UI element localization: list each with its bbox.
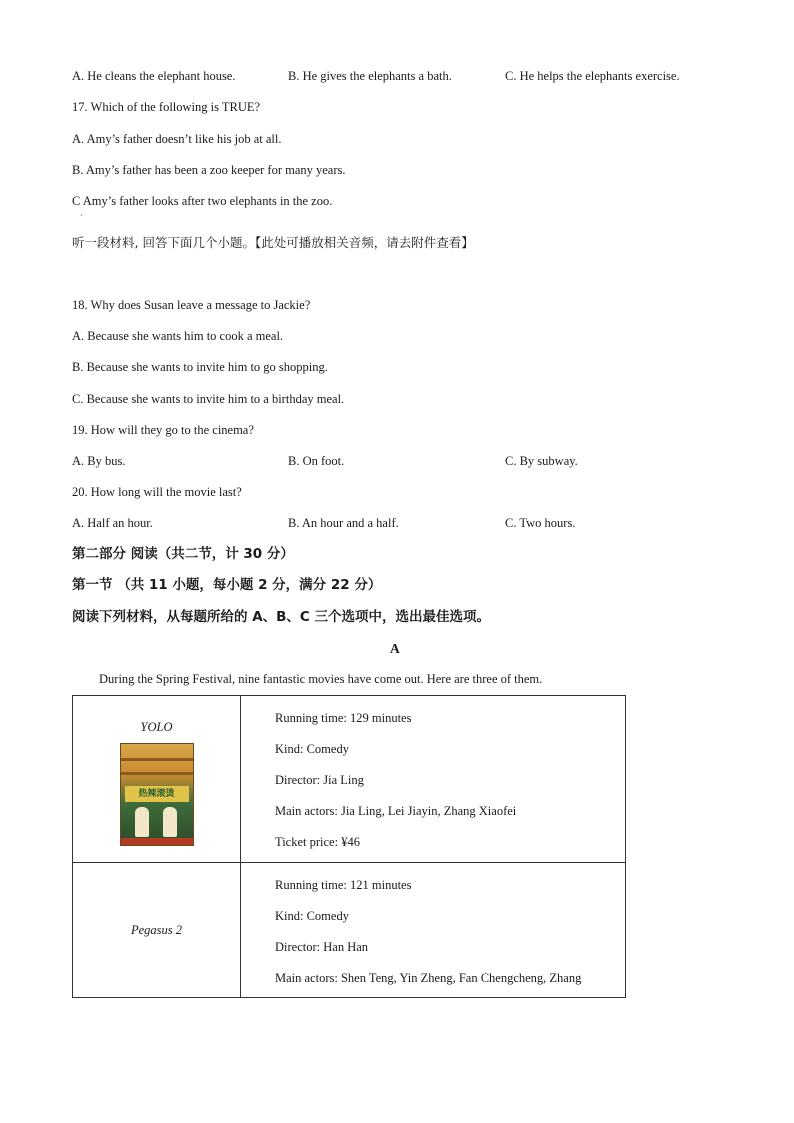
movie-kind: Kind: Comedy [275, 742, 349, 756]
q18-option-b: B. Because she wants to invite him to go shopping. [72, 360, 328, 374]
movie-actors: Main actors: Jia Ling, Lei Jiayin, Zhang Xiaofei [275, 804, 517, 818]
section1-heading: 第一节 （共 11 小题，每小题 2 分，满分 22 分） [72, 577, 382, 593]
q18-option-a: A. Because she wants him to cook a meal. [72, 329, 284, 343]
q20-option-b: B. An hour and a half. [288, 516, 399, 530]
movie-poster [120, 743, 194, 846]
q19-option-b: B. On foot. [288, 454, 345, 468]
movie-title-cell [73, 863, 241, 998]
q17-option-a: A. Amy’s father doesn’t like his job at all. [72, 132, 282, 146]
q19-question: 19. How will they go to the cinema? [72, 423, 254, 437]
movies-table [72, 695, 626, 998]
movie-kind: Kind: Comedy [275, 909, 349, 923]
movie-title-cell [73, 696, 241, 863]
movie-actors: Main actors: Shen Teng, Yin Zheng, Fan Chengcheng, Zhang [275, 971, 582, 985]
movie-director: Director: Han Han [275, 940, 369, 954]
movie-running-time: Running time: 129 minutes [275, 711, 412, 725]
q17-option-b: B. Amy’s father has been a zoo keeper for many years. [72, 163, 346, 177]
passage-label: A [390, 641, 400, 656]
q20-option-c: C. Two hours. [505, 516, 576, 530]
q20-option-a: A. Half an hour. [72, 516, 153, 530]
q19-option-a: A. By bus. [72, 454, 126, 468]
q19-option-c: C. By subway. [505, 454, 578, 468]
q17-option-c: C Amy’s father looks after two elephants in the zoo. [72, 194, 333, 208]
movie-title: Pegasus 2 [130, 922, 183, 937]
movie-title: YOLO [140, 720, 173, 734]
reading-instruction: 阅读下列材料，从每题所给的 A、B、C 三个选项中，选出最佳选项。 [72, 609, 491, 625]
movie-ticket-price: Ticket price: ¥46 [275, 835, 360, 849]
q16-option-c: C. He helps the elephants exercise. [505, 69, 680, 83]
q16-option-a: A. He cleans the elephant house. [72, 69, 236, 83]
q18-question: 18. Why does Susan leave a message to Jackie? [72, 298, 311, 312]
q18-option-c: C. Because she wants to invite him to a birthday meal. [72, 392, 345, 406]
part2-heading: 第二部分 阅读（共二节，计 30 分） [72, 546, 294, 562]
movie-row-pegasus [73, 863, 626, 998]
q17-question: 17. Which of the following is TRUE? [72, 100, 261, 114]
movie-info-cell [241, 863, 626, 998]
movie-row-yolo [73, 696, 626, 863]
q16-option-b: B. He gives the elephants a bath. [288, 69, 452, 83]
movie-director: Director: Jia Ling [275, 773, 364, 787]
stray-dot: · [80, 211, 83, 220]
passage-intro: During the Spring Festival, nine fantastic movies have come out. Here are three of them. [99, 672, 543, 686]
q20-question: 20. How long will the movie last? [72, 485, 242, 499]
poster-title-text: 热辣滚烫 [125, 786, 189, 802]
listening-instruction: 听一段材料, 回答下面几个小题。【此处可播放相关音频，请去附件查看】 [72, 235, 474, 250]
movie-running-time: Running time: 121 minutes [275, 878, 412, 892]
movie-info-cell [241, 696, 626, 863]
